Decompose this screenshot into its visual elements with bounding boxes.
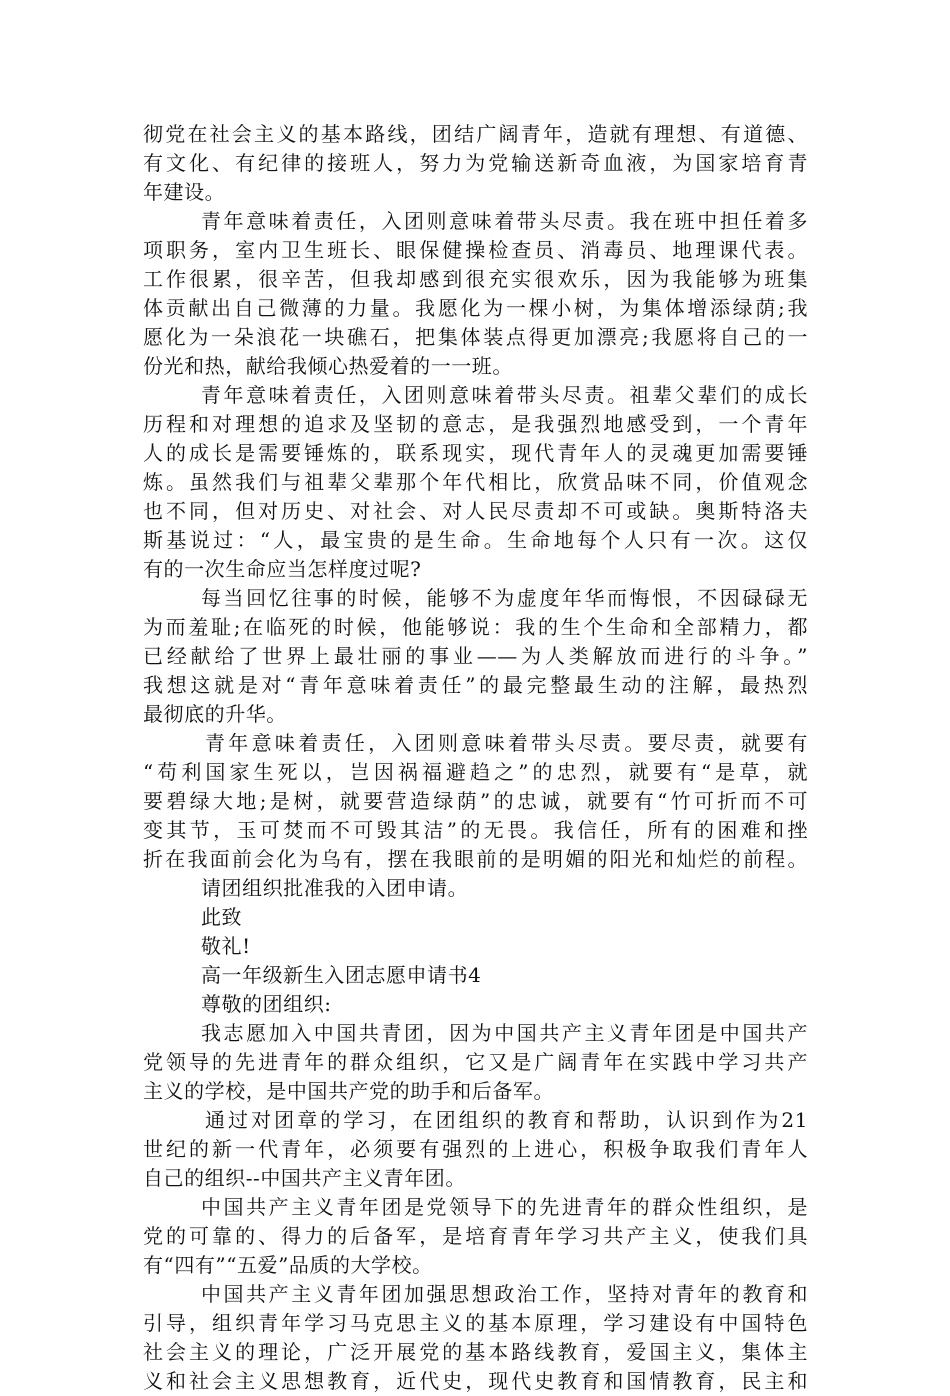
text-line: 通过对团章的学习，在团组织的教育和帮助，认识到作为21 <box>205 1108 808 1132</box>
text-line: 请团组织批准我的入团申请。 <box>201 876 469 900</box>
text-line: 斯基说过：“人，最宝贵的是生命。生命地每个人只有一次。这仅 <box>143 528 808 552</box>
text-line: 工作很累，很辛苦，但我却感到很充实很欢乐，因为我能够为班集 <box>143 267 808 291</box>
text-line: 党领导的先进青年的群众组织，它又是广阔青年在实践中学习共产 <box>143 1050 808 1074</box>
text-line: 高一年级新生入团志愿申请书4 <box>201 963 482 987</box>
text-line: 青年意味着责任，入团则意味着带头尽责。要尽责，就要有 <box>205 731 808 755</box>
text-line: 折在我面前会化为乌有，摆在我眼前的是明媚的阳光和灿烂的前程。 <box>143 847 808 871</box>
text-line: 项职务，室内卫生班长、眼保健操检查员、消毒员、地理课代表。 <box>143 238 808 262</box>
text-line: 有文化、有纪律的接班人，努力为党输送新奇血液，为国家培育青 <box>143 151 808 175</box>
text-line: 也不同，但对历史、对社会、对人民尽责却不可或缺。奥斯特洛夫 <box>143 499 808 523</box>
text-line: 青年意味着责任，入团则意味着带头尽责。我在班中担任着多 <box>201 209 808 233</box>
text-line: 党的可靠的、得力的后备军，是培育青年学习共产主义，使我们具 <box>143 1224 808 1248</box>
text-line: 自己的组织--中国共产主义青年团。 <box>143 1166 466 1190</box>
text-line: 此致 <box>201 905 243 929</box>
text-line: “苟利国家生死以，岂因祸福避趋之”的忠烈，就要有“是草，就 <box>143 760 808 784</box>
text-line: 尊敬的团组织: <box>201 992 332 1016</box>
text-line: 有“四有”“五爱”品质的大学校。 <box>143 1253 433 1277</box>
text-line: 义和社会主义思想教育，近代史，现代史教育和国情教育，民主和 <box>143 1369 808 1393</box>
text-line: 历程和对理想的追求及坚韧的意志，是我强烈地感受到，一个青年 <box>143 412 808 436</box>
text-line: 我想这就是对“青年意味着责任”的最完整最生动的注解，最热烈 <box>143 673 808 697</box>
text-line: 彻党在社会主义的基本路线，团结广阔青年，造就有理想、有道德、 <box>143 122 808 146</box>
text-line: 青年意味着责任，入团则意味着带头尽责。祖辈父辈们的成长 <box>201 383 808 407</box>
text-line: 炼。虽然我们与祖辈父辈那个年代相比，欣赏品味不同，价值观念 <box>143 470 808 494</box>
text-line: 世纪的新一代青年，必须要有强烈的上进心，积极争取我们青年人 <box>143 1137 808 1161</box>
text-line: 人的成长是需要锤炼的，联系现实，现代青年人的灵魂更加需要锤 <box>143 441 808 465</box>
text-line: 年建设。 <box>143 180 226 204</box>
text-line: 体贡献出自己微薄的力量。我愿化为一棵小树，为集体增添绿荫;我 <box>143 296 808 320</box>
text-line: 我志愿加入中国共青团，因为中国共产主义青年团是中国共产 <box>201 1021 808 1045</box>
text-line: 要碧绿大地;是树，就要营造绿荫”的忠诚，就要有“竹可折而不可 <box>143 789 808 813</box>
document-body <box>143 120 808 1396</box>
text-line: 每当回忆往事的时候，能够不为虚度年华而悔恨，不因碌碌无 <box>201 586 808 610</box>
text-line: 社会主义的理论，广泛开展党的基本路线教育，爱国主义，集体主 <box>143 1340 808 1364</box>
text-line: 中国共产主义青年团加强思想政治工作，坚持对青年的教育和 <box>201 1282 808 1306</box>
text-line: 已经献给了世界上最壮丽的事业——为人类解放而进行的斗争。” <box>143 644 808 668</box>
text-line: 最彻底的升华。 <box>143 702 287 726</box>
text-line: 敬礼! <box>201 934 251 958</box>
text-line: 愿化为一朵浪花一块礁石，把集体装点得更加漂亮;我愿将自己的一 <box>143 325 808 349</box>
text-line: 为而羞耻;在临死的时候，他能够说：我的生个生命和全部精力，都 <box>143 615 808 639</box>
text-line: 主义的学校，是中国共产党的助手和后备军。 <box>143 1079 554 1103</box>
text-line: 中国共产主义青年团是党领导下的先进青年的群众性组织，是 <box>201 1195 808 1219</box>
text-line: 有的一次生命应当怎样度过呢? <box>143 557 422 581</box>
text-line: 份光和热，献给我倾心热爱着的一一班。 <box>143 354 513 378</box>
text-line: 引导，组织青年学习马克思主义的基本原理，学习建设有中国特色 <box>143 1311 808 1335</box>
text-line: 变其节，玉可焚而不可毁其洁”的无畏。我信任，所有的困难和挫 <box>143 818 808 842</box>
